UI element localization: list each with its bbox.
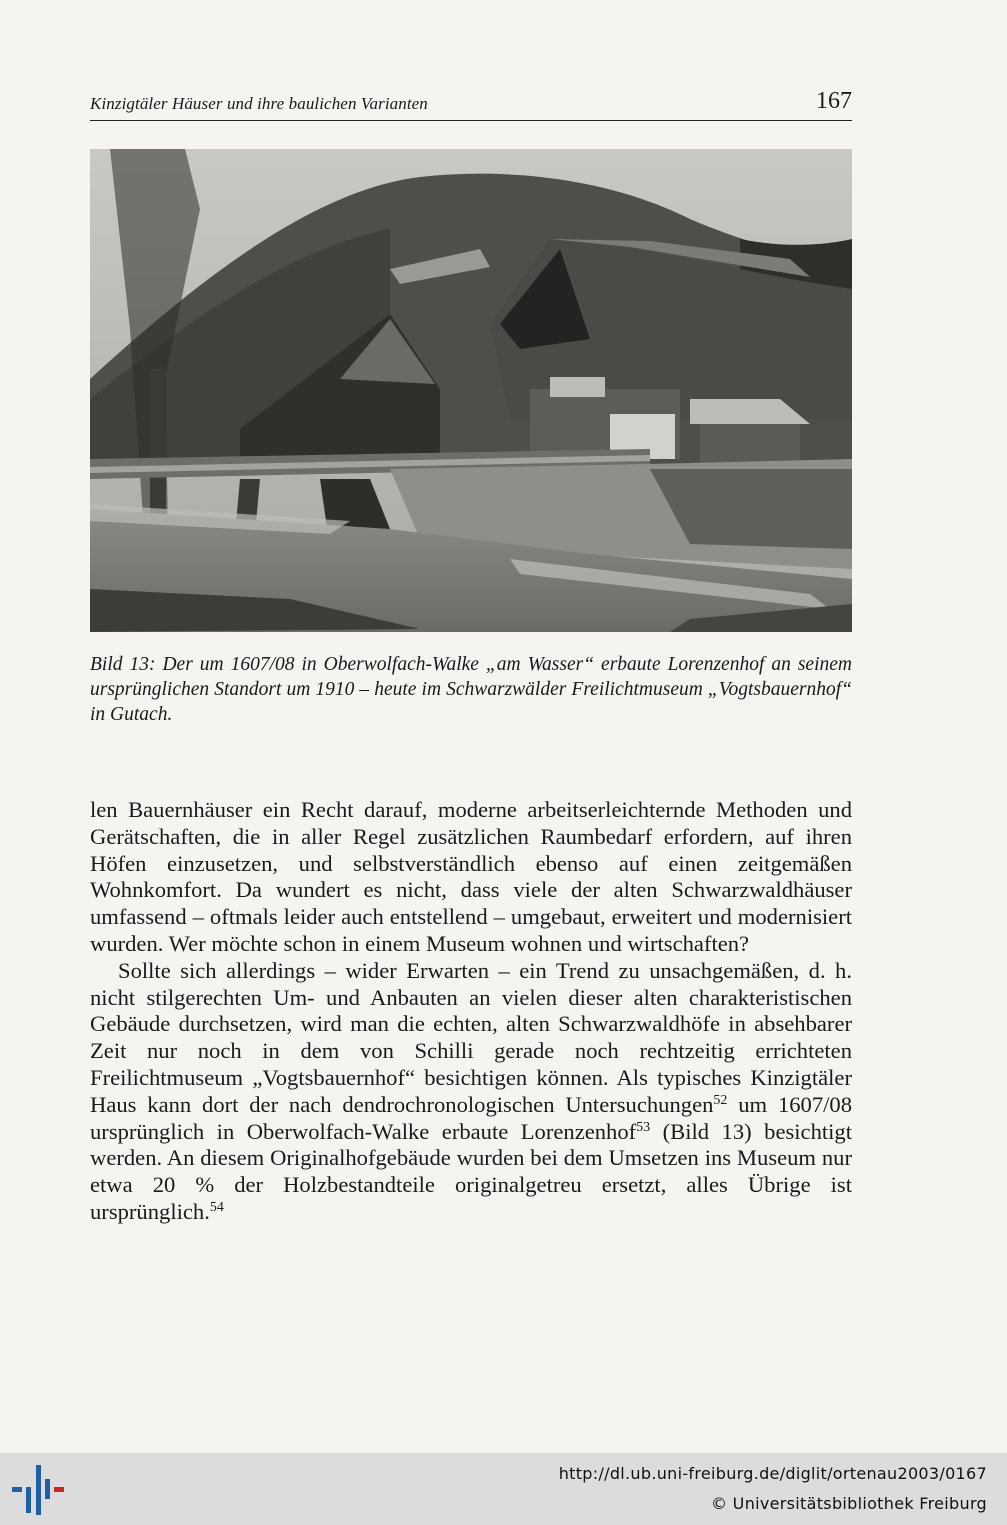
footnote-ref-52[interactable]: 52 (713, 1092, 728, 1108)
paragraph-1: len Bauernhäuser ein Recht darauf, moderne arbeitserleichternde Methoden und Gerätschaften, die in aller Regel zusätzlichen Raumbedarf erfordern, auf ihren Höfen einzusetzen, und selbstverständlich ebenso auf einen zeitgemäßen Wohnkomfort. Da wundert es nicht, dass viele der alten Schwarzwaldhäuser umfassend – oftmals leider auch entstellend – umgebaut, erweitert und modernisiert wurden. Wer möchte schon in einem Museum wohnen und wirtschaften? (90, 797, 852, 956)
figure-caption: Bild 13: Der um 1607/08 in Oberwolfach-Walke „am Wasser“ erbaute Lorenzenhof an seinem ursprünglichen Standort um 1910 – heute im Schwarzwälder Freilichtmuseum „Vogtsbauernhof“ in Gutach. (90, 654, 852, 725)
paragraph-2-part-3: (Bild 13) besichtigt werden. An diesem Originalhofgebäude wurden bei dem Umsetzen ins Museum nur etwa 20 % der Holzbestandteile originalgetreu ersetzt, alles Übrige ist ursprünglich. (90, 1118, 852, 1224)
body-text (90, 797, 852, 1226)
running-head (90, 88, 852, 121)
paragraph-2 (90, 958, 852, 1226)
copyright-notice: © Universitätsbibliothek Freiburg (711, 1494, 987, 1513)
figure-photo (90, 149, 852, 632)
page-number: 167 (816, 88, 852, 114)
paragraph-2-part-1: Sollte sich allerdings – wider Erwarten – ein Trend zu unsachgemäßen, d. h. nicht stilgerechten Um- und Anbauten an vielen dieser alten charakteristischen Gebäude durchsetzen, wird man die echten, alten Schwarzwaldhöfe in absehbarer Zeit nur noch in dem von Schilli gerade noch rechtzeitig errichteten Freilichtmuseum „Vogtsbauernhof“ besichtigen können. Als typisches Kinzigtäler Haus kann dort der nach dendrochronologischen Untersuchungen (90, 957, 852, 1117)
footnote-ref-54[interactable]: 54 (209, 1199, 224, 1215)
footer-bar (0, 1453, 1007, 1525)
footnote-ref-53[interactable]: 53 (636, 1119, 651, 1135)
paragraph-2-part-2: um 1607/08 ursprünglich in Oberwolfach-Walke erbaute Lorenzenhof (90, 1091, 853, 1144)
library-logo-icon (12, 1465, 64, 1515)
farmhouse-photo-illustration (90, 149, 852, 632)
running-title: Kinzigtäler Häuser und ihre baulichen Varianten (90, 94, 428, 113)
permalink-url[interactable]: http://dl.ub.uni-freiburg.de/diglit/ortenau2003/0167 (558, 1464, 987, 1483)
